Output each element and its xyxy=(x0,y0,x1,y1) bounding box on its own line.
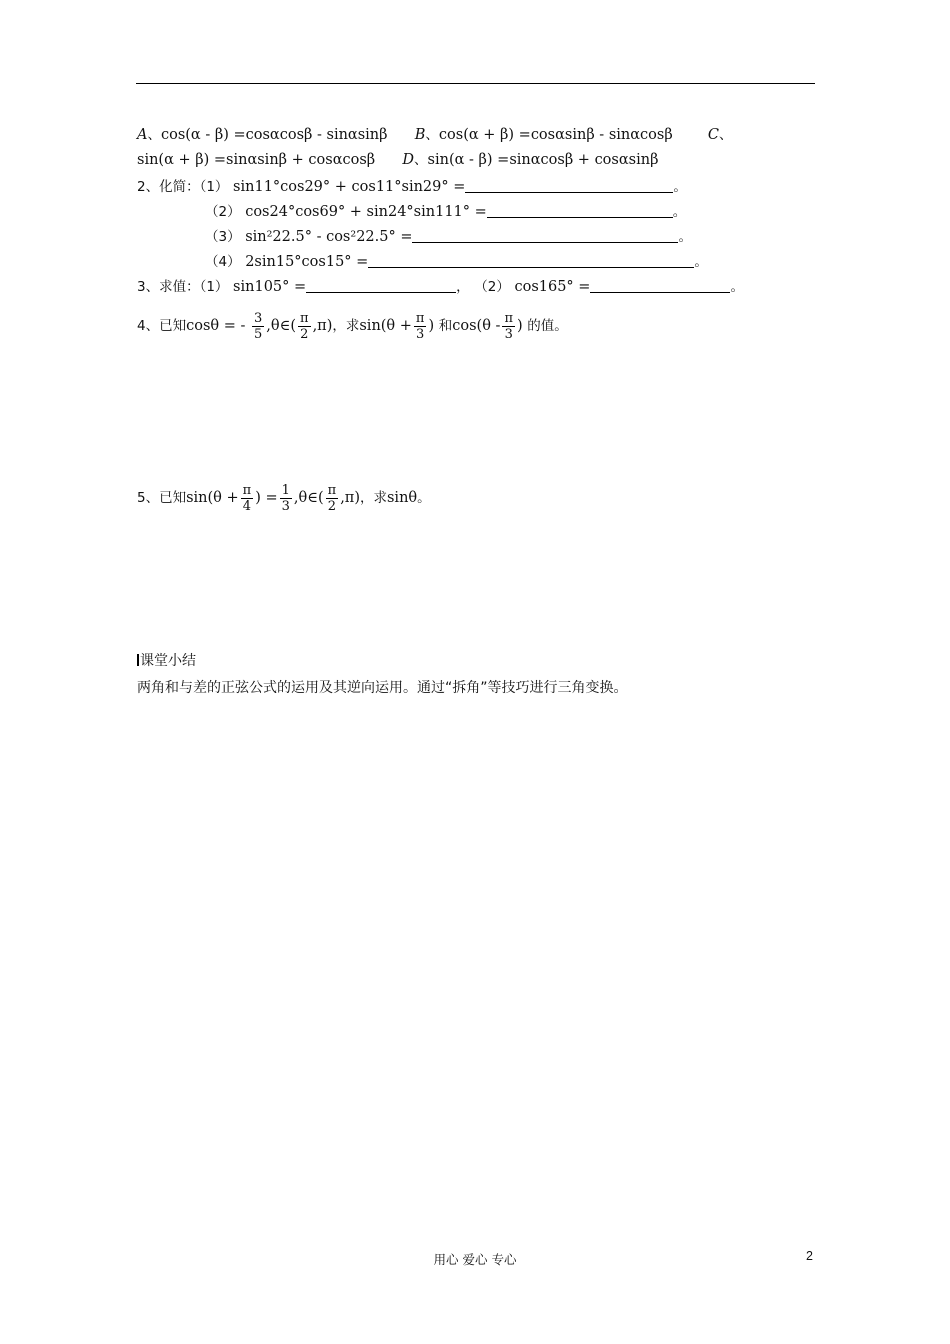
frac-den: 3 xyxy=(416,326,425,342)
q4-label: 4、已知 xyxy=(137,318,187,334)
option-a-expr: cos(α - β) =cosαcosβ - sinαsinβ xyxy=(160,127,388,143)
q4-ask: ，求 xyxy=(332,318,360,334)
frac-num: 3 xyxy=(254,310,263,326)
frac-den: 4 xyxy=(242,498,252,514)
option-b-label: B xyxy=(414,127,426,143)
answer-blank[interactable] xyxy=(465,178,673,193)
q2-line-1 xyxy=(137,178,687,196)
q4-tail: 的值。 xyxy=(527,318,568,334)
separator: 、 xyxy=(414,152,428,168)
fraction-pi-third xyxy=(414,311,427,342)
q3-comma: ， xyxy=(456,279,470,295)
q5-eq: ) = xyxy=(255,490,278,506)
summary-text: 两角和与差的正弦公式的运用及其逆向运用。通过“拆角”等技巧进行三角变换。 xyxy=(137,680,628,696)
frac-den: 2 xyxy=(327,498,337,514)
q2-label: 2、化简： xyxy=(137,179,200,195)
q4-and: 和 xyxy=(438,318,453,334)
q5-ask: ，求 xyxy=(359,490,387,506)
q4-close: ) xyxy=(516,318,523,334)
q2-item-2-expr: cos24°cos69° + sin24°sin111° = xyxy=(245,204,487,220)
option-c-label: C xyxy=(707,127,720,143)
q4-range-pre: ,θ∈( xyxy=(266,318,297,334)
frac-num: π xyxy=(415,310,425,326)
answer-blank[interactable] xyxy=(306,278,456,293)
option-d-expr: sin(α - β) =sinαcosβ + cosαsinβ xyxy=(427,152,659,168)
answer-blank[interactable] xyxy=(487,203,673,218)
q4-close: ) xyxy=(428,318,435,334)
option-d-label: D xyxy=(402,152,415,168)
summary-title xyxy=(137,650,196,670)
option-b-expr: cos(α + β) =cosαsinβ - sinαcosβ xyxy=(438,127,673,143)
answer-blank[interactable] xyxy=(590,278,730,293)
q2-item-4-num: （4） xyxy=(205,254,241,270)
frac-num: π xyxy=(300,310,309,326)
frac-den: 3 xyxy=(281,498,290,514)
option-a-label: A xyxy=(137,127,148,143)
q3-p1-num: （1） xyxy=(199,279,229,295)
q2-line-4 xyxy=(205,253,708,271)
q5-sin-pre: sin(θ + xyxy=(186,490,239,506)
q3-p2-expr: cos165° = xyxy=(514,279,591,295)
fraction-pi-third xyxy=(502,311,515,342)
q2-item-4-expr: 2sin15°cos15° = xyxy=(245,254,369,270)
q2-item-3-end: 。 xyxy=(678,229,692,245)
fraction-pi-half xyxy=(326,483,339,514)
q2-line-2 xyxy=(205,203,686,221)
q5-label: 5、已知 xyxy=(137,490,187,506)
q2-item-1-num: （1） xyxy=(199,179,229,195)
q5-range-post: ,π) xyxy=(340,490,360,506)
q5-target: sinθ xyxy=(386,490,418,506)
q2-item-1-expr: sin11°cos29° + cos11°sin29° = xyxy=(233,179,466,195)
page-number: 2 xyxy=(806,1249,813,1263)
q4-sin-pre: sin(θ + xyxy=(359,318,412,334)
separator: 、 xyxy=(425,127,439,143)
q3-label: 3、求值： xyxy=(137,279,200,295)
option-c-expr: sin(α + β) =sinαsinβ + cosαcosβ xyxy=(137,152,376,168)
frac-num: π xyxy=(327,482,337,498)
fraction-pi-half xyxy=(298,311,311,342)
summary-title-text: 课堂小结 xyxy=(140,653,196,669)
q3-p2-num: （2） xyxy=(474,279,510,295)
fraction-one-third xyxy=(280,483,292,514)
q3-line xyxy=(137,278,744,296)
frac-den: 2 xyxy=(300,326,309,342)
options-line-1 xyxy=(137,126,733,144)
q4-cos-theta: cosθ = - xyxy=(186,318,246,334)
fraction-three-fifths xyxy=(252,311,264,342)
q2-item-4-end: 。 xyxy=(694,254,708,270)
q2-item-3-num: （3） xyxy=(205,229,241,245)
q2-item-1-end: 。 xyxy=(673,179,687,195)
q2-line-3 xyxy=(205,228,692,246)
q4-range-post: ,π) xyxy=(312,318,333,334)
separator: 、 xyxy=(147,127,161,143)
q5-line xyxy=(137,478,431,518)
q2-item-2-end: 。 xyxy=(672,204,687,220)
separator: 、 xyxy=(719,127,733,143)
frac-num: π xyxy=(242,482,252,498)
header-rule xyxy=(136,83,815,84)
answer-blank[interactable] xyxy=(368,253,694,268)
q4-line xyxy=(137,306,568,346)
q3-p1-expr: sin105° = xyxy=(233,279,307,295)
q5-end: 。 xyxy=(417,490,431,506)
options-line-2 xyxy=(137,151,658,169)
q3-end: 。 xyxy=(730,279,744,295)
q5-range-pre: ,θ∈( xyxy=(293,490,324,506)
page-footer: 用心 爱心 专心 xyxy=(433,1252,517,1267)
frac-num: 1 xyxy=(281,482,290,498)
frac-den: 3 xyxy=(504,326,513,342)
q2-item-2-num: （2） xyxy=(205,204,241,220)
q4-cos-pre: cos(θ - xyxy=(452,318,501,334)
answer-blank[interactable] xyxy=(412,228,678,243)
title-marker xyxy=(137,654,139,666)
fraction-pi-quarter xyxy=(241,483,254,514)
frac-den: 5 xyxy=(254,326,263,342)
frac-num: π xyxy=(504,310,513,326)
q2-item-3-expr: sin²22.5° - cos²22.5° = xyxy=(245,229,413,245)
